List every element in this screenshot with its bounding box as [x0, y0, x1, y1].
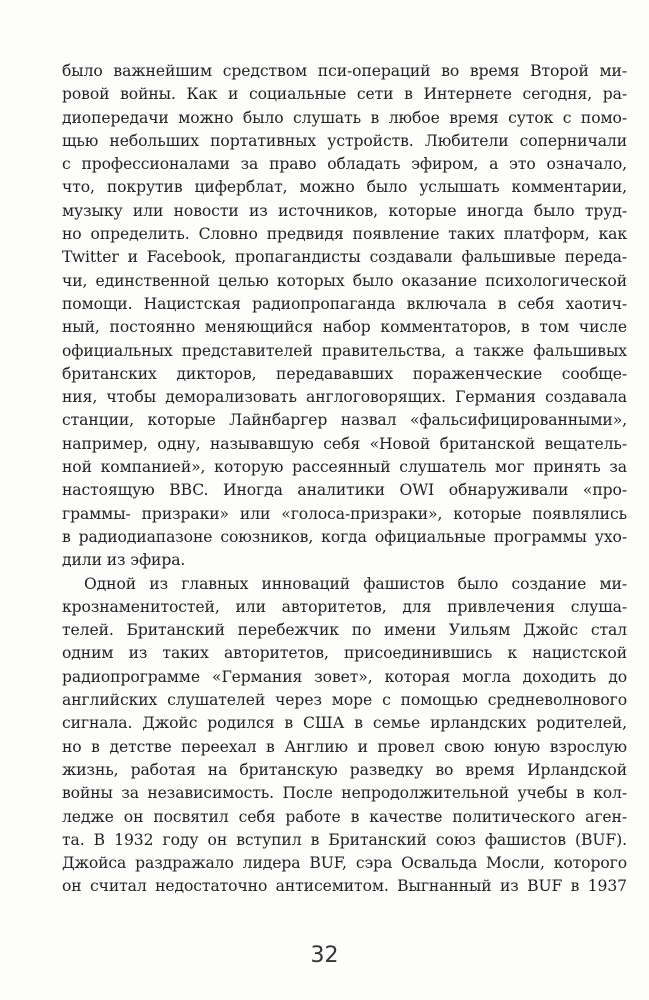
text-line: например, одну, называвшую себя «Новой британской вещатель- [62, 434, 627, 453]
page-number: 32 [310, 943, 339, 968]
text-line: телей. Британский перебежчик по имени Уильям Джойс стал [62, 621, 627, 640]
text-line: английских слушателей через море с помощью средневолнового [62, 691, 627, 710]
text-line: ной компанией», которую рассеянный слушатель мог принять за [62, 458, 627, 477]
text-line: но определить. Словно предвидя появление таких платформ, как [62, 225, 627, 244]
text-line: в радиодиапазоне союзников, когда официальные программы ухо- [62, 527, 627, 546]
text-line: станции, которые Лайнбаргер назвал «фальсифицированными», [62, 411, 627, 430]
text-line: жизнь, работая на британскую разведку во время Ирландской [62, 760, 627, 779]
text-line: одним из таких авторитетов, присоединившись к нацистской [62, 644, 627, 663]
text-line: музыку или новости из источников, которые иногда было труд- [62, 201, 627, 220]
text-line: крознаменитостей, или авторитетов, для привлечения слуша- [62, 597, 627, 616]
text-line: щью небольших портативных устройств. Любители соперничали [62, 131, 627, 150]
text-line: та. В 1932 году он вступил в Британский союз фашистов (BUF). [62, 830, 627, 849]
text-line: радиопрограмме «Германия зовет», которая могла доходить до [62, 667, 627, 686]
text-line: ный, постоянно меняющийся набор комментаторов, в том числе [62, 318, 627, 337]
text-line: что, покрутив циферблат, можно было услышать комментарии, [62, 178, 627, 197]
text-line: Одной из главных инноваций фашистов было создание ми- [84, 574, 627, 593]
text-line: дили из эфира. [62, 551, 186, 570]
text-line: ледже он посвятил себя работе в качестве политического аген- [62, 807, 627, 826]
text-line: он считал недостаточно антисемитом. Выгнанный из BUF в 1937 [62, 877, 627, 896]
text-line: граммы- призраки» или «голоса-призраки», которые появлялись [62, 504, 627, 523]
text-line: ния, чтобы деморализовать англоговорящих. Германия создавала [62, 388, 627, 407]
text-line: но в детстве переехал в Англию и провел свою юную взрослую [62, 737, 627, 756]
text-line: Джойса раздражало лидера BUF, сэра Освальда Мосли, которого [62, 854, 627, 873]
text-line: с профессионалами за право обладать эфиром, а это означало, [62, 155, 627, 174]
text-line: Twitter и Facebook, пропагандисты создавали фальшивые переда- [62, 248, 627, 267]
text-line: настоящую BBC. Иногда аналитики OWI обнаруживали «про- [62, 481, 627, 500]
text-line: было важнейшим средством пси-операций во время Второй ми- [62, 62, 627, 80]
text-line: официальных представителей правительства, а также фальшивых [62, 341, 627, 360]
body-text [62, 60, 627, 899]
text-line: сигнала. Джойс родился в США в семье ирландских родителей, [62, 714, 627, 733]
text-line: помощи. Нацистская радиопропаганда включала в себя хаотич- [62, 294, 627, 313]
text-line: ровой войны. Как и социальные сети в Интернете сегодня, ра- [62, 85, 627, 104]
text-line: чи, единственной целью которых было оказание психологической [62, 271, 627, 290]
text-line: британских дикторов, передававших пораженческие сообще- [62, 364, 627, 383]
text-line: войны за независимость. После непродолжительной учебы в кол- [62, 784, 627, 803]
paragraph-1 [62, 60, 627, 573]
paragraph-2 [62, 573, 627, 899]
text-line: диопередачи можно было слушать в любое время суток с помо- [62, 108, 627, 127]
